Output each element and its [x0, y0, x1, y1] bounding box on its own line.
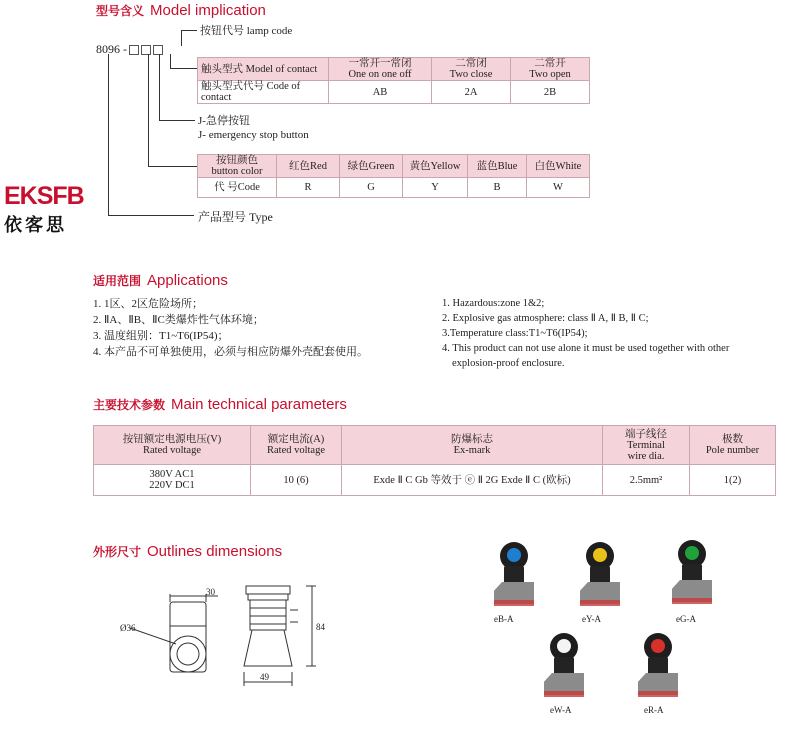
list-item: 3. 温度组别：T1~T6(IP54)；: [93, 330, 229, 342]
model-title-en: Model implication: [150, 2, 266, 19]
dim-36: Ø36: [120, 623, 136, 633]
contact-col-1: 一常开一常闭 One on one off: [329, 58, 432, 81]
params-header-poles: 极数 Pole number: [690, 426, 776, 465]
params-table: [93, 425, 776, 496]
product-label: eG-A: [676, 614, 696, 624]
connector: [170, 68, 198, 69]
product-label: eW-A: [550, 705, 572, 715]
code-box-3: [153, 45, 163, 55]
params-header-voltage: 按钮额定电源电压(V) Rated voltage: [94, 426, 251, 465]
contact-col-3: 二常开 Two open: [511, 58, 590, 81]
lamp-code-label: 按钮代号 lamp code: [200, 25, 293, 37]
model-section-title: [96, 2, 266, 19]
contact-code-1: AB: [329, 81, 432, 104]
color-header: 按钮颜色 button color: [198, 155, 277, 178]
code-box-1: [129, 45, 139, 55]
type-label: 产品型号 Type: [198, 210, 273, 224]
params-header-wire: 端子线径 Terminal wire dia.: [603, 426, 690, 465]
contact-col-2: 二常闭 Two close: [432, 58, 511, 81]
params-wire: 2.5mm²: [603, 465, 690, 496]
connector: [159, 54, 160, 120]
list-item: 4. This product can not use alone it must be used together with other: [442, 343, 730, 354]
color-name-blue: 蓝色Blue: [468, 155, 527, 178]
params-title: [93, 396, 347, 413]
emergency-en: J- emergency stop button: [198, 129, 309, 141]
connector: [148, 54, 149, 166]
params-title-zh: 主要技术参数: [93, 398, 166, 412]
contact-code-2: 2A: [432, 81, 511, 104]
button-dot: [593, 548, 607, 562]
applications-title-zh: 适用范围: [93, 274, 142, 288]
list-item: 1. Hazardous:zone 1&2;: [442, 298, 545, 309]
color-name-yellow: 黄色Yellow: [403, 155, 468, 178]
list-item: 4. 本产品不可单独使用，必须与相应防爆外壳配套使用。: [93, 346, 368, 358]
params-exmark: Exde Ⅱ C Gb 等效于 ⓔ Ⅱ 2G Exde Ⅱ C (欧标): [342, 465, 603, 496]
list-item: 3.Temperature class:T1~T6(IP54);: [442, 328, 588, 339]
model-code-prefix: 8096 -: [96, 42, 127, 56]
color-code-label: 代 号Code: [198, 178, 277, 198]
code-box-2: [141, 45, 151, 55]
outlines-title-en: Outlines dimensions: [147, 543, 283, 560]
applications-en-list: [442, 296, 729, 371]
connector: [159, 120, 195, 121]
list-item: 2. Explosive gas atmosphere: class Ⅱ A, Ⅱ B, Ⅱ C;: [442, 313, 649, 324]
color-code-white: W: [527, 178, 590, 198]
color-name-white: 白色White: [527, 155, 590, 178]
applications-zh-list: [93, 296, 368, 360]
product-label: eB-A: [494, 614, 514, 624]
connector: [108, 215, 194, 216]
params-current: 10 (6): [251, 465, 342, 496]
color-code-red: R: [277, 178, 340, 198]
list-item: 2. ⅡA、ⅡB、ⅡC类爆炸性气体环境；: [93, 314, 264, 326]
params-header-exmark: 防爆标志 Ex-mark: [342, 426, 603, 465]
color-name-green: 绿色Green: [340, 155, 403, 178]
product-label: eY-A: [582, 614, 601, 624]
button-dot: [651, 639, 665, 653]
button-dot: [507, 548, 521, 562]
logo-text: EKSFB: [4, 182, 84, 210]
brand-logo: [4, 182, 84, 237]
list-item: explosion-proof enclosure.: [452, 358, 565, 369]
applications-title-en: Applications: [147, 272, 228, 289]
dim-49: 49: [260, 672, 269, 682]
dim-30: 30: [206, 587, 215, 597]
connector: [170, 54, 171, 68]
emergency-zh: J-急停按钮: [198, 115, 250, 127]
button-dot: [557, 639, 571, 653]
contact-row1-label: 触头型式 Model of contact: [198, 58, 329, 81]
connector: [108, 54, 109, 215]
params-title-en: Main technical parameters: [171, 396, 347, 413]
product-label: eR-A: [644, 705, 664, 715]
button-dot: [685, 546, 699, 560]
logo-zh: 依客思: [4, 215, 67, 235]
contact-code-3: 2B: [511, 81, 590, 104]
contact-row2-label: 触头型式代号 Code of contact: [198, 81, 329, 104]
contact-table: [197, 57, 590, 104]
outlines-title: [93, 543, 282, 560]
color-code-yellow: Y: [403, 178, 468, 198]
dim-84: 84: [316, 622, 325, 632]
model-code: [96, 42, 163, 56]
params-header-current: 额定电流(A) Rated voltage: [251, 426, 342, 465]
params-voltage: 380V AC1 220V DC1: [94, 465, 251, 496]
connector: [181, 30, 182, 46]
params-poles: 1(2): [690, 465, 776, 496]
color-code-blue: B: [468, 178, 527, 198]
color-name-red: 红色Red: [277, 155, 340, 178]
list-item: 1. 1区、2区危险场所；: [93, 298, 203, 310]
outlines-title-zh: 外形尺寸: [93, 545, 142, 559]
color-code-green: G: [340, 178, 403, 198]
color-table: [197, 154, 590, 198]
outline-drawing: [110, 580, 340, 700]
model-title-zh: 型号含义: [96, 4, 145, 18]
applications-title: [93, 272, 228, 289]
connector: [148, 166, 198, 167]
connector: [181, 30, 197, 31]
